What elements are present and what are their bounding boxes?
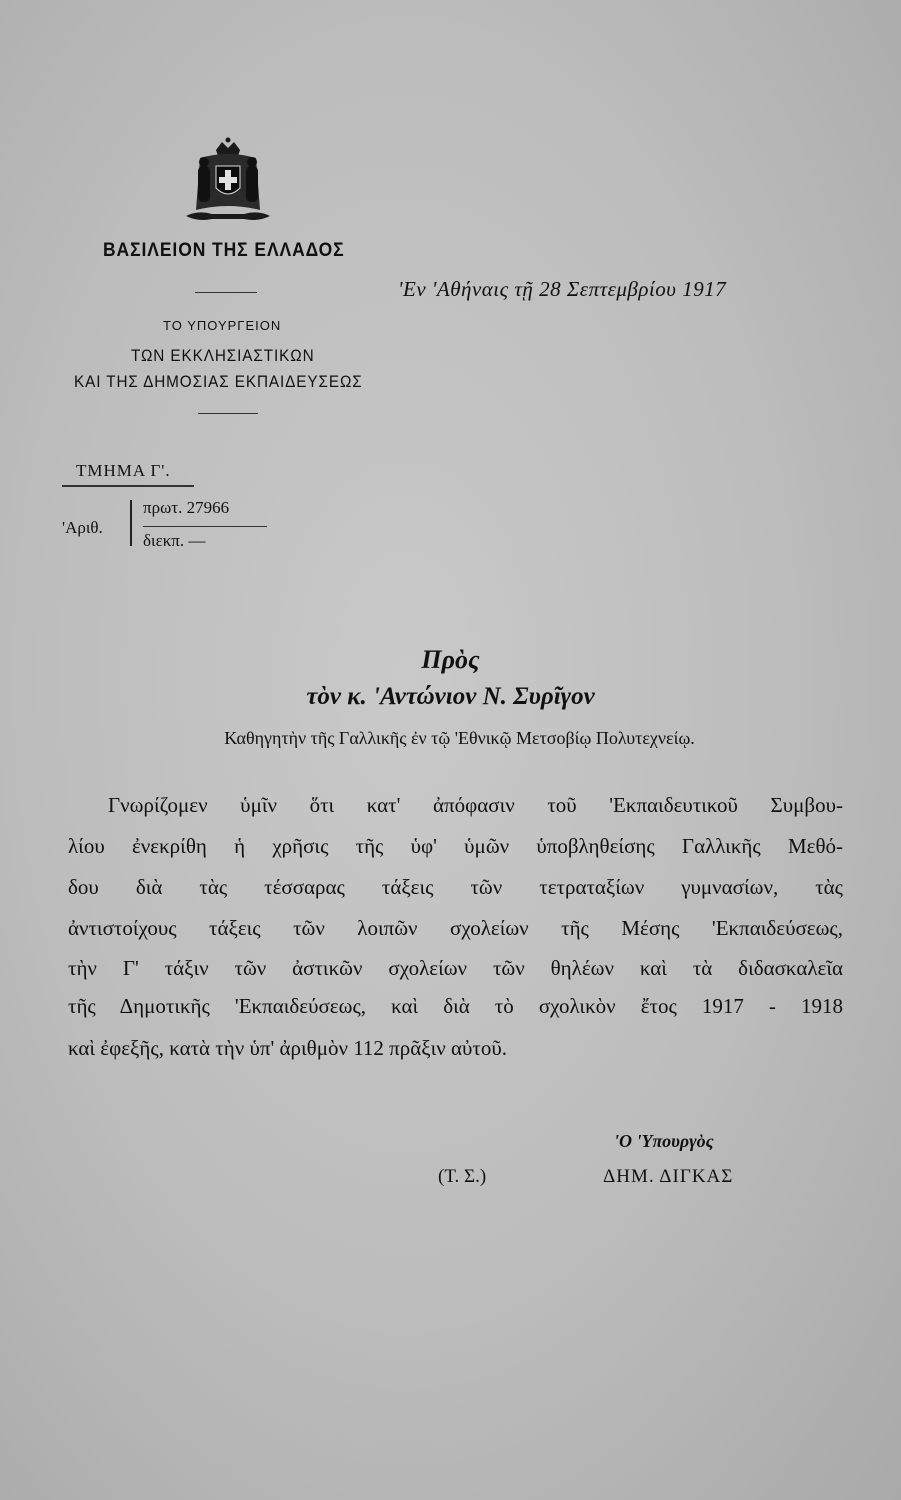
salutation-to: Πρὸς: [421, 645, 480, 674]
dispatch-number: διεκπ. —: [143, 531, 206, 550]
coat-of-arms-icon: [178, 132, 278, 232]
seal-mark: (Τ. Σ.): [438, 1166, 487, 1187]
recipient-name: τὸν κ. 'Αντώνιον Ν. Συρῖγον: [306, 683, 595, 710]
signature-title: 'Ο 'Υπουργὸς: [614, 1131, 714, 1151]
reference-bracket: [130, 500, 140, 546]
recipient-title: Καθηγητὴν τῆς Γαλλικῆς ἐν τῷ 'Εθνικῷ Μετσοβίῳ Πολυτεχνείῳ.: [224, 728, 695, 748]
ministry-line-3: ΚΑΙ ΤΗΣ ΔΗΜΟΣΙΑΣ ΕΚΠΑΙΔΕΥΣΕΩΣ: [74, 372, 363, 391]
body-line: Γνωρίζομεν ὑμῖν ὅτι κατ' ἀπόφασιν τοῦ 'Εκπαιδευτικοῦ Συμβου-: [108, 793, 843, 817]
divider: [198, 413, 258, 414]
divider: [62, 485, 194, 487]
body-line: δου διὰ τὰς τέσσαρας τάξεις τῶν τετραταξίων γυμνασίων, τὰς: [68, 875, 843, 899]
letter-date: 'Εν 'Αθήναις τῇ 28 Σεπτεμβρίου 1917: [398, 277, 727, 301]
body-line: τῆς Δημοτικῆς 'Εκπαιδεύσεως, καὶ διὰ τὸ σχολικὸν ἔτος 1917 - 1918: [68, 994, 843, 1018]
signatory-name: ΔΗΜ. ΔΙΓΚΑΣ: [603, 1166, 734, 1187]
ministry-line-2: ΤΩΝ ΕΚΚΛΗΣΙΑΣΤΙΚΩΝ: [131, 346, 315, 365]
body-line: ἀντιστοίχους τάξεις τῶν λοιπῶν σχολείων τῆς Μέσης 'Εκπαιδεύσεως,: [68, 916, 843, 940]
divider: [195, 292, 257, 293]
ministry-line-1: ΤΟ ΥΠΟΥΡΓΕΙΟΝ: [163, 318, 282, 333]
body-line: καὶ ἐφεξῆς, κατὰ τὴν ὑπ' ἀριθμὸν 112 πρᾶξιν αὐτοῦ.: [68, 1036, 508, 1060]
department-label: ΤΜΗΜΑ Γ'.: [76, 461, 171, 480]
reference-number-label: 'Αριθ.: [62, 518, 103, 537]
protocol-number: πρωτ. 27966: [143, 498, 230, 517]
body-line: λίου ἐνεκρίθη ἡ χρῆσις τῆς ὑφ' ὑμῶν ὑποβληθείσης Γαλλικῆς Μεθό-: [68, 834, 843, 858]
kingdom-heading: ΒΑΣΙΛΕΙΟΝ ΤΗΣ ΕΛΛΑΔΟΣ: [103, 240, 345, 261]
divider: [143, 526, 267, 527]
body-line: τὴν Γ' τάξιν τῶν ἀστικῶν σχολείων τῶν θηλέων καὶ τὰ διδασκαλεῖα: [68, 956, 843, 980]
